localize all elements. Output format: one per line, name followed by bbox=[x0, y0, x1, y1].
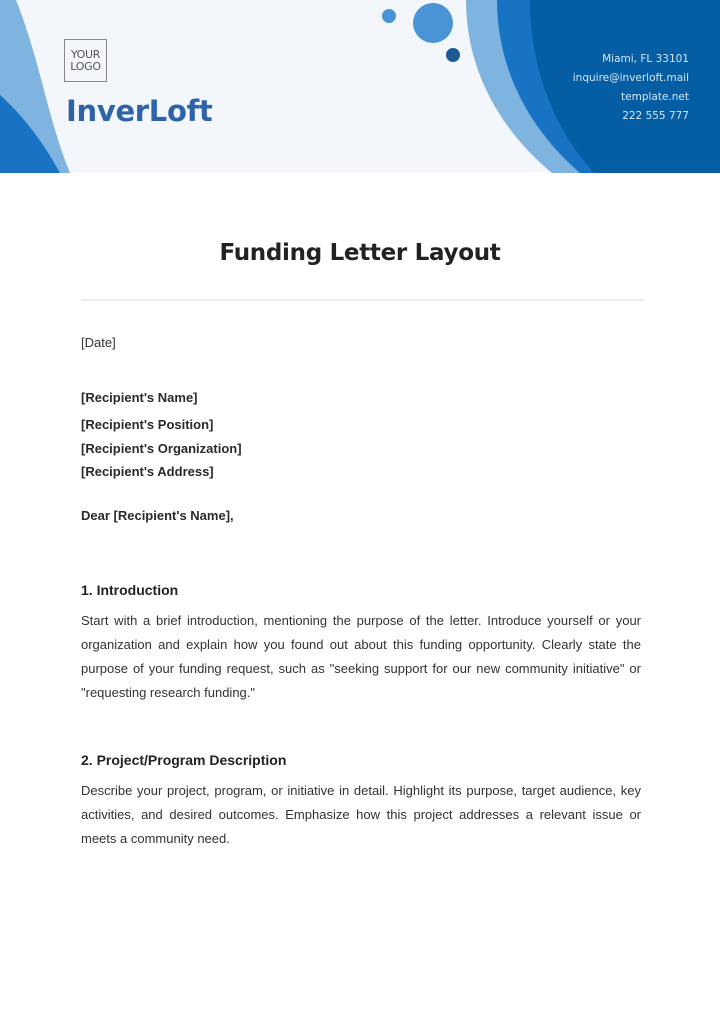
document-title: Funding Letter Layout bbox=[219, 240, 501, 266]
logo-placeholder bbox=[64, 39, 107, 82]
logo-line-2: LOGO bbox=[70, 59, 101, 73]
salutation: Dear [Recipient's Name], bbox=[81, 507, 234, 523]
logo-line-1: YOUR bbox=[70, 47, 101, 61]
section-introduction bbox=[81, 581, 641, 705]
contact-website: template.net bbox=[621, 91, 689, 103]
contact-email: inquire@inverloft.mail bbox=[572, 72, 689, 84]
contact-info bbox=[573, 50, 689, 126]
company-name: InverLoft bbox=[66, 94, 213, 128]
contact-phone: 222 555 777 bbox=[622, 110, 689, 122]
bubble-large-icon bbox=[413, 3, 453, 43]
section-project-description bbox=[81, 751, 641, 851]
section-heading: 2. Project/Program Description bbox=[81, 751, 287, 768]
section-heading: 1. Introduction bbox=[81, 581, 179, 598]
section-body: Start with a brief introduction, mentioning the purpose of the letter. Introduce yourself or your organization and explain how you found out about this funding opportunity. Clearly state the purpose of your funding request, such as "seeking support for our new community initiative" or "requesting research funding." bbox=[81, 612, 641, 700]
contact-address: Miami, FL 33101 bbox=[602, 53, 689, 65]
recipient-organization: [Recipient's Organization] bbox=[81, 440, 242, 456]
section-body: Describe your project, program, or initiative in detail. Highlight its purpose, target audience, key activities, and desired outcomes. Emphasize how this project addresses a relevant issue or meets a community need. bbox=[81, 782, 641, 846]
recipient-details bbox=[81, 413, 641, 484]
recipient-name: [Recipient's Name] bbox=[81, 390, 198, 405]
letter-date: [Date] bbox=[81, 335, 116, 350]
bubble-small-icon bbox=[382, 9, 396, 23]
recipient-position: [Recipient's Position] bbox=[81, 417, 214, 432]
recipient-address: [Recipient's Address] bbox=[81, 464, 214, 479]
title-divider bbox=[81, 299, 644, 301]
bubble-dark-icon bbox=[446, 48, 460, 62]
letter-content bbox=[81, 334, 641, 851]
letterhead-banner bbox=[0, 0, 720, 173]
